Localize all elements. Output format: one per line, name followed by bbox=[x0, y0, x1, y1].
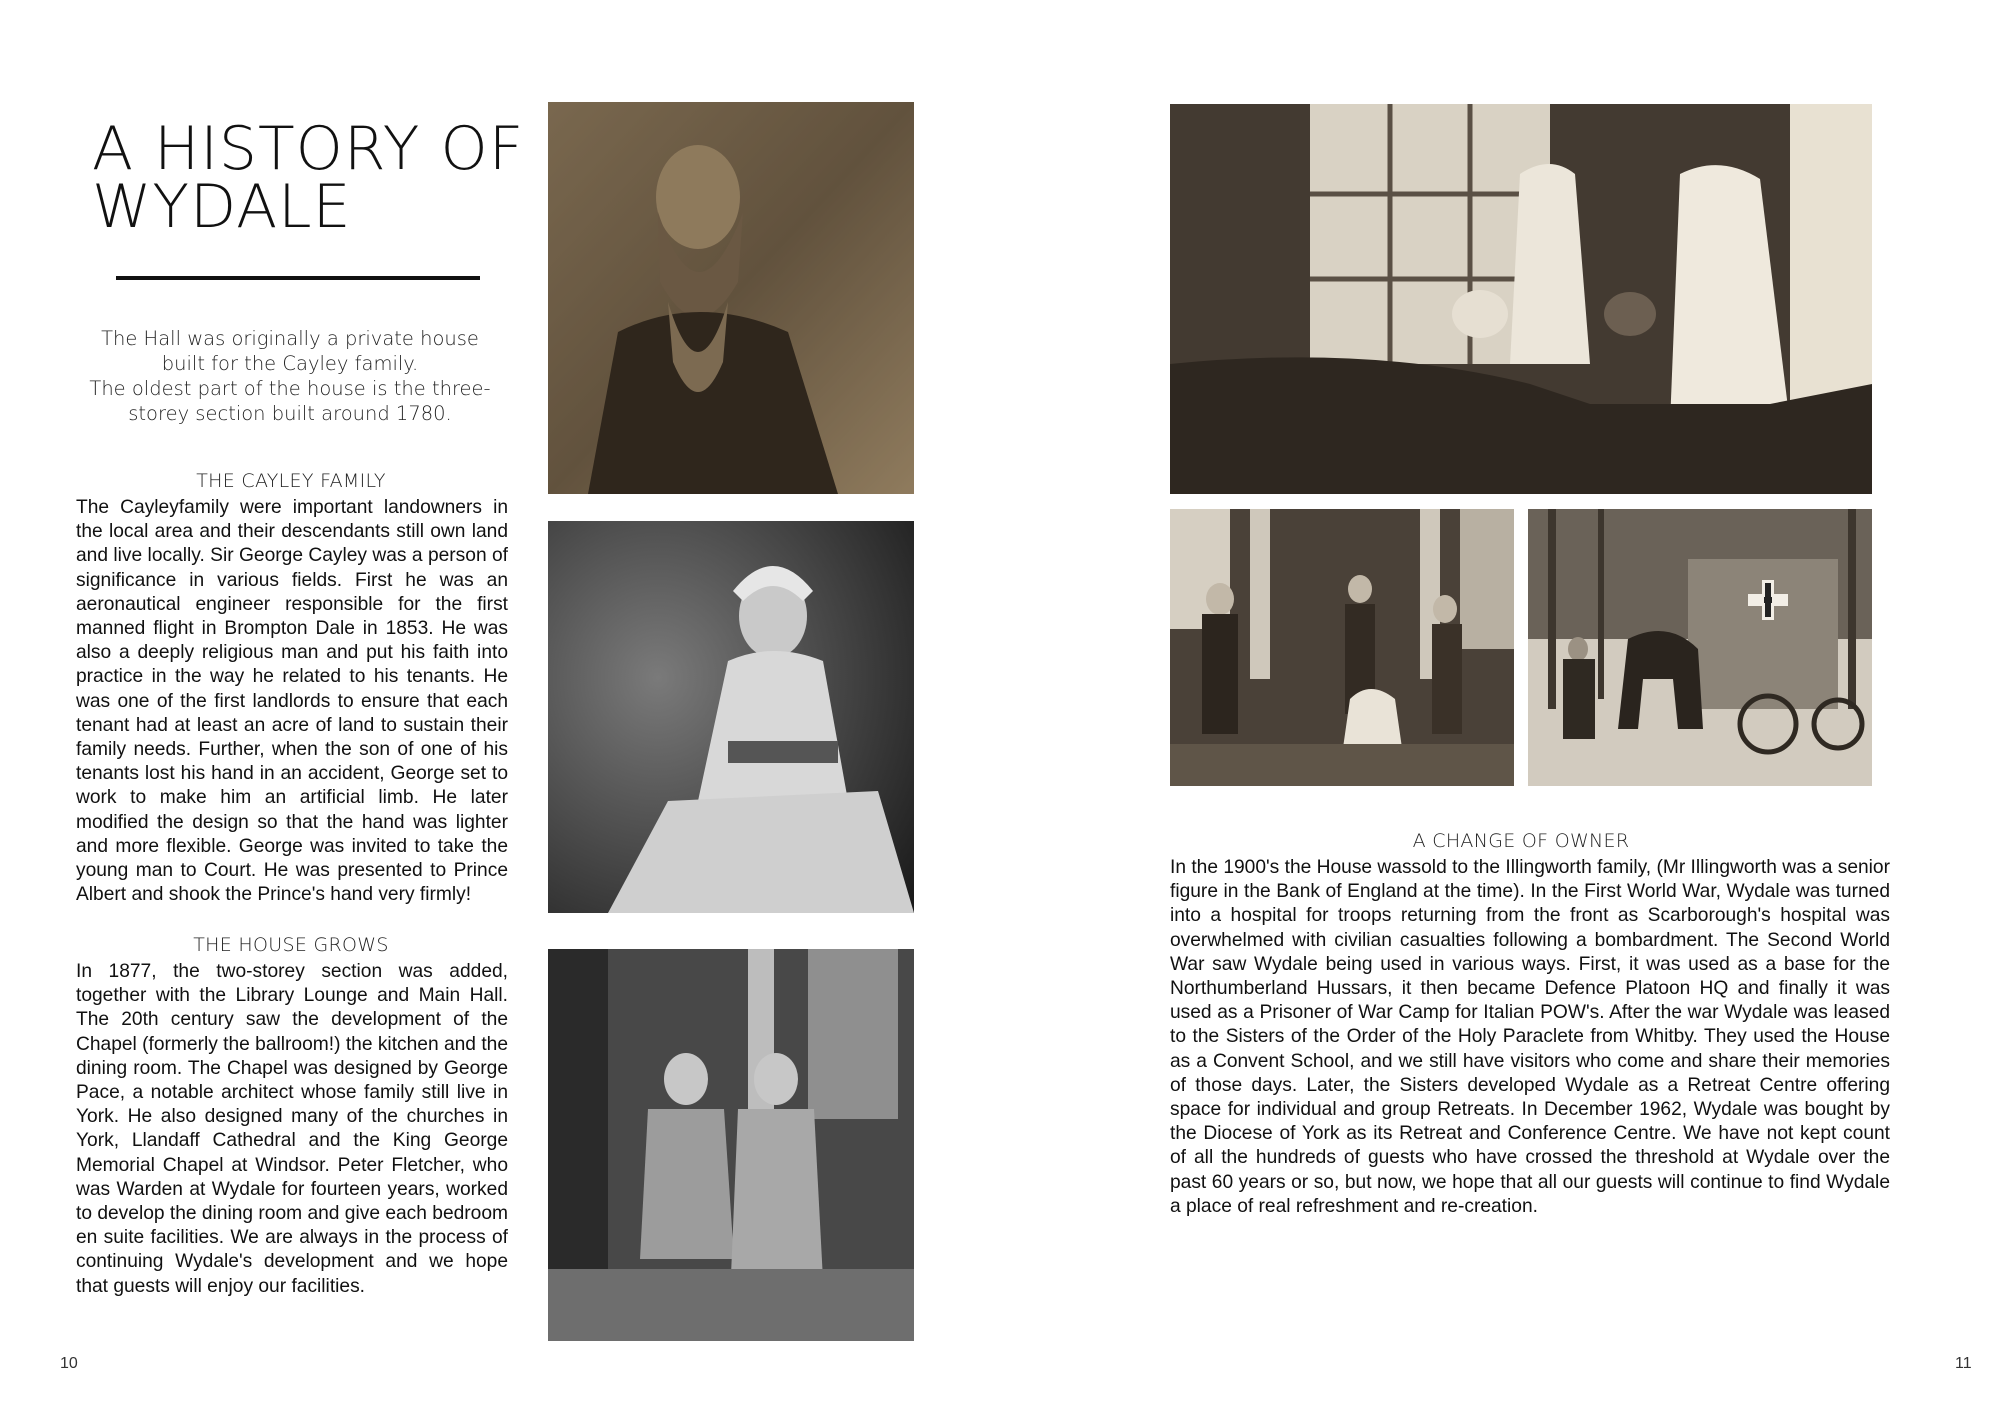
photo-seated-woman bbox=[548, 521, 914, 913]
page-number-right: 11 bbox=[1955, 1355, 1972, 1372]
section-heading-cayley-family: THE CAYLEY FAMILY bbox=[196, 470, 386, 492]
section-body-change-of-owner: In the 1900's the House wassold to the Illingworth family, (Mr Illingworth was a senior figure in the Bank of England at the time). In the First World War, Wydale was turned into a hospital for troops returning from the front as Scarborough's hospital was overwhelmed with civilian casualties following a bombardment. The Second World War saw Wydale being used in various ways. First, it was used as a base for the Northumberland Hussars, it then became Defence Platoon HQ and finally it was used as a Prisoner of War Camp for Italian POW's. After the war Wydale was leased to the Sisters of the Order of the Holy Paraclete from Whitby. They used the House as a Convent School, and we still have visitors who come and share their memories of those days. Later, the Sisters developed Wydale as a Retreat Centre offering space for individual and group Retreats. In December 1962, Wydale was bought by the Diocese of York as its Retreat and Conference Centre. We have not kept count of all the hundreds of guests who have crossed the threshold at Wydale over the past 60 years or so, but now, we hope that all our guests will continue to find Wydale a place of real refreshment and re-creation. bbox=[1170, 857, 1890, 1217]
intro-line: built for the Cayley family. bbox=[161, 352, 419, 375]
title-line-1: A HISTORY OF bbox=[92, 114, 525, 184]
page-title bbox=[92, 114, 552, 242]
photo-two-women bbox=[548, 949, 914, 1341]
intro-line: storey section built around 1780. bbox=[128, 402, 452, 425]
title-line-2: WYDALE bbox=[92, 172, 352, 242]
section-heading-house-grows: THE HOUSE GROWS bbox=[193, 934, 389, 956]
photo-soldiers-group bbox=[1170, 509, 1514, 786]
photo-bearded-man bbox=[548, 102, 914, 494]
title-divider bbox=[116, 276, 480, 280]
intro-line: The Hall was originally a private house bbox=[101, 327, 479, 350]
page-number-left: 10 bbox=[60, 1355, 78, 1372]
section-body-cayley-family: The Cayleyfamily were important landowners in the local area and their descendants still own land and live locally. Sir George Cayley was a person of significance in various fields. First he was an aeronautical engineer responsible for the first manned flight in Brompton Dale in 1853. He was also a deeply religious man and put his faith into practice in the way he related to his tenants. He was one of the first landlords to ensure that each tenant had at least an acre of land to sustain their family needs. Further, when the son of one of his tenants lost his hand in an accident, George set to work to make him an artificial limb. He later modified the design so that the hand was lighter and more flexible. George was invited to take the young man to Court. He was presented to Prince Albert and shook the Prince's hand very firmly! bbox=[76, 497, 508, 906]
photo-wwi-nurses-patients bbox=[1170, 104, 1872, 494]
intro-line: The oldest part of the house is the three- bbox=[89, 377, 491, 400]
photo-horse-ambulance bbox=[1528, 509, 1872, 786]
section-heading-change-of-owner: A CHANGE OF OWNER bbox=[1412, 830, 1630, 852]
intro-paragraph bbox=[80, 326, 500, 426]
section-body-house-grows: In 1877, the two-storey section was added, together with the Library Lounge and Main Hall. The 20th century saw the development of the Chapel (formerly the ballroom!) the kitchen and the dining room. The Chapel was designed by George Pace, a notable architect whose family still live in York. He also designed many of the churches in York, Llandaff Cathedral and the King George Memorial Chapel at Windsor. Peter Fletcher, who was Warden at Wydale for fourteen years, worked to develop the dining room and give each bedroom en suite facilities. We are always in the process of continuing Wydale's development and we hope that guests will enjoy our facilities. bbox=[76, 961, 509, 1297]
